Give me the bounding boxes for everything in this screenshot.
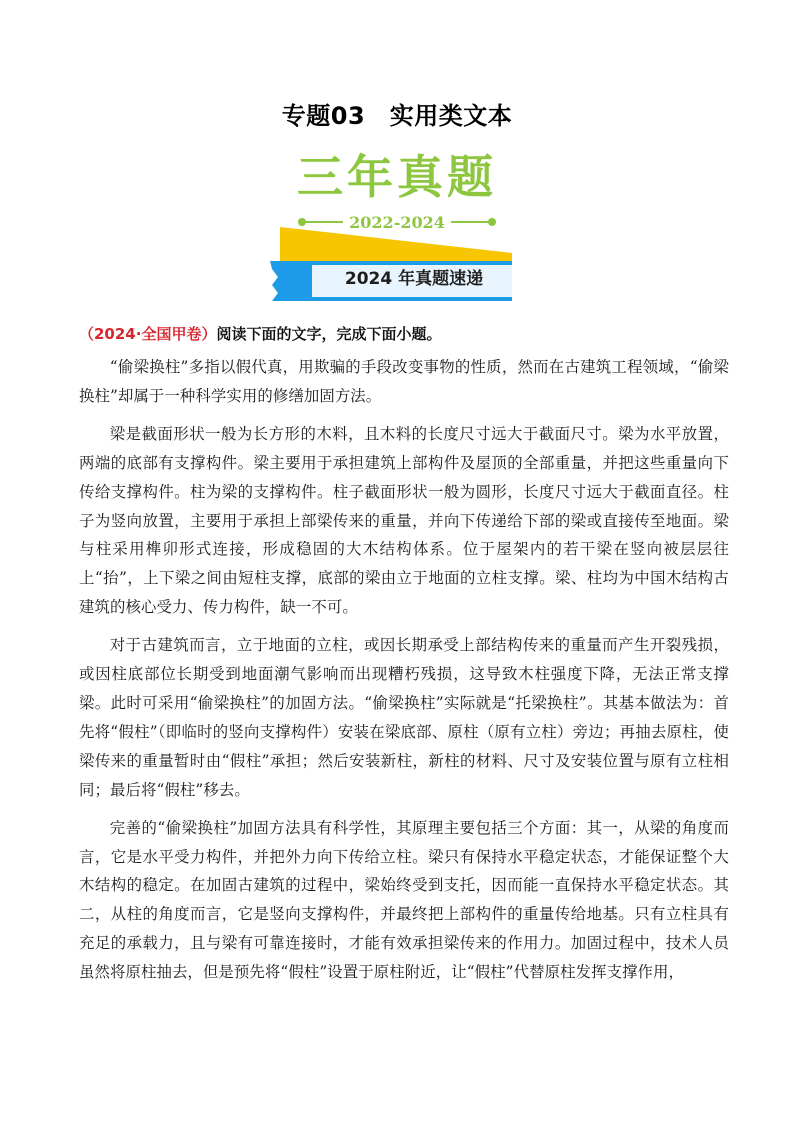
divider-dot-icon [488, 218, 496, 226]
question-header [79, 323, 441, 344]
divider-line-left [300, 221, 343, 223]
section-badge [270, 227, 516, 305]
article-paragraph: “偷梁换柱”多指以假代真，用欺骗的手段改变事物的性质，然而在古建筑工程领域，“偷梁换柱”却属于一种科学实用的修缮加固方法。 [79, 358, 729, 405]
article-paragraph: 完善的“偷梁换柱”加固方法具有科学性，其原理主要包括三个方面：其一，从梁的角度而言，它是水平受力构件，并把外力向下传给立柱。梁只有保持水平稳定状态，才能保证整个大木结构的稳定。在加固古建筑的过程中，梁始终受到支托，因而能一直保持水平稳定状态。其二，从柱的角度而言，它是竖向支撑构件，并最终把上部构件的重量传给地基。只有立柱具有充足的承载力，且与梁有可靠连接时，才能有效承担梁传来的作用力。加固过程中，技术人员虽然将原柱抽去，但是预先将“假柱”设置于原柱附近，让“假柱”代替原柱发挥支撑作用， [79, 818, 729, 982]
banner-heading: 三年真题 [297, 150, 497, 204]
section-badge-label: 2024 年真题速递 [344, 269, 484, 289]
year-range: 2022-2024 [349, 212, 445, 232]
question-instruction: 阅读下面的文字，完成下面小题。 [216, 325, 442, 343]
article-paragraph: 梁是截面形状一般为长方形的木料，且木料的长度尺寸远大于截面尺寸。梁为水平放置，两端的底部有支撑构件。梁主要用于承担建筑上部构件及屋顶的全部重量，并把这些重量向下传给支撑构件。柱为梁的支撑构件。柱子截面形状一般为圆形，长度尺寸远大于截面直径。柱子为竖向放置，主要用于承担上部梁传来的重量，并向下传递给下部的梁或直接传至地面。梁与柱采用榫卯形式连接，形成稳固的大木结构体系。位于屋架内的若干梁在竖向被层层往上“抬”，上下梁之间由短柱支撑，底部的梁由立于地面的立柱支撑。梁、柱均为中国木结构古建筑的核心受力、传力构件，缺一不可。 [79, 424, 729, 617]
article-paragraph: 对于古建筑而言，立于地面的立柱，或因长期承受上部结构传来的重量而产生开裂残损，或因柱底部位长期受到地面潮气影响而出现糟朽残损，这导致木柱强度下降，无法正常支撑梁。此时可采用“偷梁换柱”的加固方法。“偷梁换柱”实际就是“托梁换柱”。其基本做法为：首先将“假柱”（即临时的竖向支撑构件）安装在梁底部、原柱（原有立柱）旁边；再抽去原柱，使梁传来的重量暂时由“假柱”承担；然后安装新柱，新柱的材料、尺寸及安装位置与原有立柱相同；最后将“假柱”移去。 [79, 636, 729, 799]
page-title: 专题03 实用类文本 [281, 102, 513, 130]
divider-dot-icon [298, 218, 306, 226]
question-source: （2024·全国甲卷） [79, 325, 217, 343]
divider-line-right [451, 221, 494, 223]
article-body [79, 353, 729, 996]
